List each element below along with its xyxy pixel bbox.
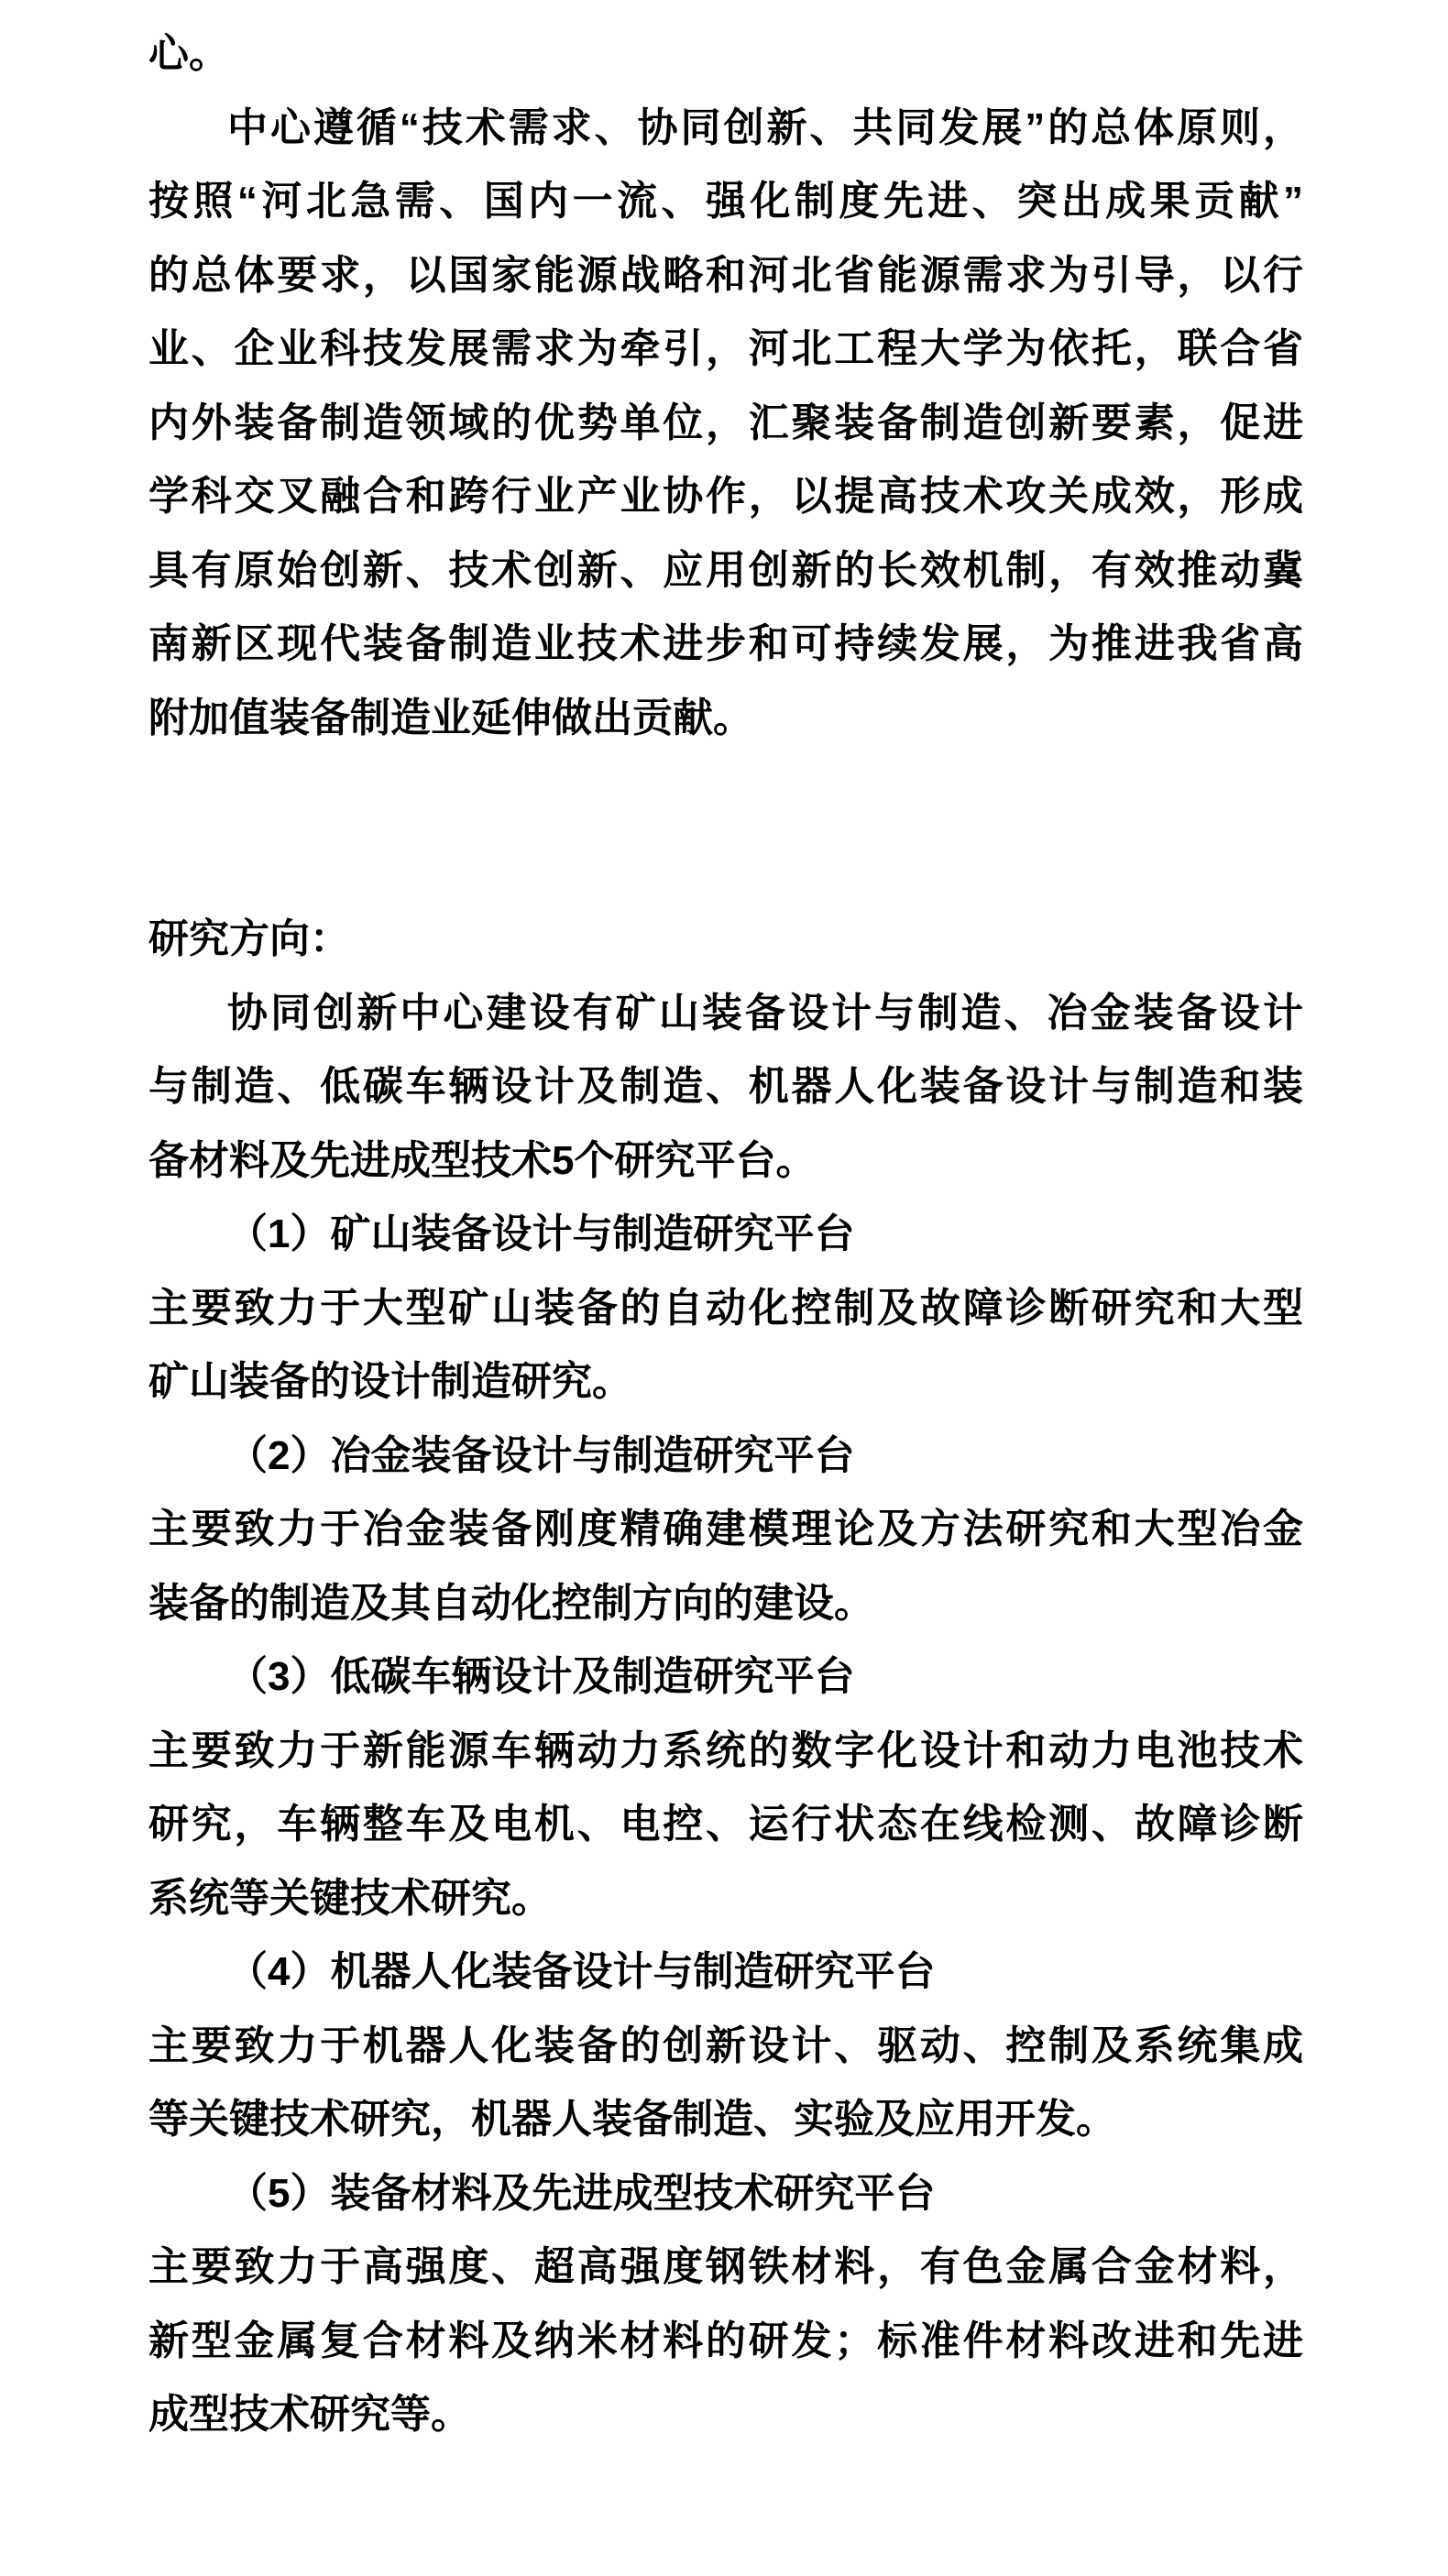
text-line: 系统等关键技术研究。	[148, 1875, 552, 1921]
paragraph-center-mission	[148, 92, 1303, 756]
paragraph-platforms-overview	[148, 977, 1303, 1199]
text-line: 主要致力于大型矿山装备的自动化控制及故障诊断研究和大型	[148, 1285, 1303, 1331]
text-line: 研究，车辆整车及电机、电控、运行状态在线检测、故障诊断	[148, 1802, 1303, 1847]
platform-heading: （3）低碳车辆设计及制造研究平台	[227, 1654, 855, 1699]
text-line: 成型技术研究等。	[148, 2392, 471, 2437]
text-line: 附加值装备制造业延伸做出贡献。	[148, 695, 753, 740]
text-line: 南新区现代装备制造业技术进步和可持续发展，为推进我省高	[148, 621, 1303, 666]
paragraph-previous-tail	[148, 17, 1303, 92]
text-line: 的总体要求，以国家能源战略和河北省能源需求为引导，以行	[148, 252, 1303, 298]
section-heading: 研究方向：	[148, 916, 350, 961]
section-research-directions	[148, 903, 1303, 977]
platform-heading: （1）矿山装备设计与制造研究平台	[227, 1211, 855, 1256]
text-line: 协同创新中心建设有矿山装备设计与制造、冶金装备设计	[227, 990, 1303, 1036]
platform-2	[148, 1420, 1303, 1641]
text-line: 主要致力于新能源车辆动力系统的数字化设计和动力电池技术	[148, 1727, 1303, 1773]
platform-4	[148, 1935, 1303, 2157]
platform-5	[148, 2157, 1303, 2452]
text-line: 等关键技术研究，机器人装备制造、实验及应用开发。	[148, 2097, 1116, 2142]
text-line: 新型金属复合材料及纳米材料的研发；标准件材料改进和先进	[148, 2318, 1303, 2363]
text-line: 主要致力于机器人化装备的创新设计、驱动、控制及系统集成	[148, 2022, 1303, 2068]
text-line: 与制造、低碳车辆设计及制造、机器人化装备设计与制造和装	[148, 1064, 1303, 1109]
text-line: 备材料及先进成型技术5个研究平台。	[148, 1137, 817, 1183]
text-line: 业、企业科技发展需求为牵引，河北工程大学为依托，联合省	[148, 326, 1303, 371]
text-line: 中心遵循“技术需求、协同创新、共同发展”的总体原则，	[227, 104, 1303, 150]
platform-heading: （4）机器人化装备设计与制造研究平台	[227, 1949, 936, 1994]
text-line: 心。	[148, 31, 229, 76]
text-line: 按照“河北急需、国内一流、强化制度先进、突出成果贡献”	[148, 179, 1303, 224]
platform-heading: （5）装备材料及先进成型技术研究平台	[227, 2170, 936, 2216]
text-line: 主要致力于冶金装备刚度精确建模理论及方法研究和大型冶金	[148, 1507, 1303, 1551]
platform-heading: （2）冶金装备设计与制造研究平台	[227, 1432, 855, 1478]
text-line: 具有原始创新、技术创新、应用创新的长效机制，有效推动冀	[148, 547, 1303, 593]
platform-1	[148, 1198, 1303, 1420]
text-line: 内外装备制造领域的优势单位，汇聚装备制造创新要素，促进	[148, 400, 1303, 445]
text-line: 学科交叉融合和跨行业产业协作，以提高技术攻关成效，形成	[148, 474, 1303, 519]
text-line: 矿山装备的设计制造研究。	[148, 1359, 632, 1404]
text-line: 装备的制造及其自动化控制方向的建设。	[148, 1580, 874, 1626]
platform-3	[148, 1640, 1303, 1935]
text-line: 主要致力于高强度、超高强度钢铁材料，有色金属合金材料，	[148, 2244, 1303, 2289]
